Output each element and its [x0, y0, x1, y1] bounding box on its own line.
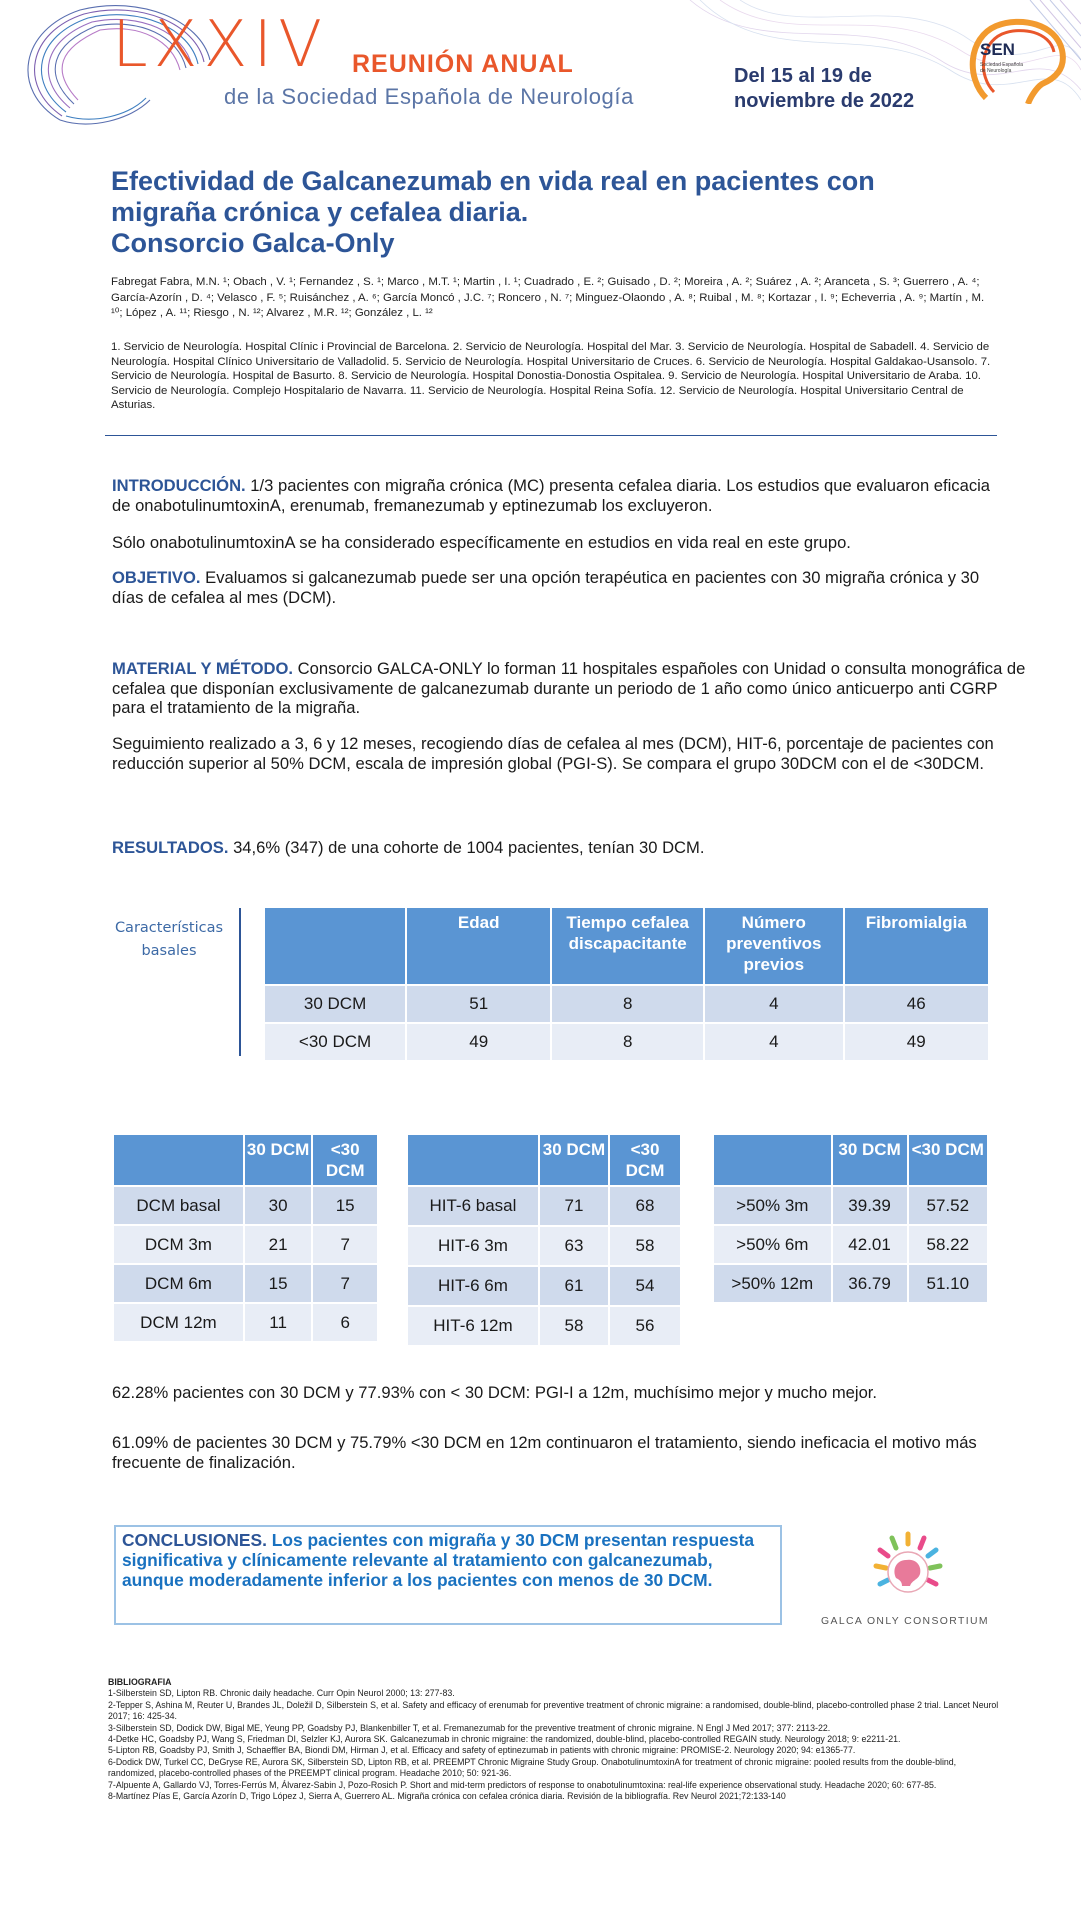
hit6-cell: 58 — [539, 1306, 609, 1346]
bibliography — [108, 1677, 1000, 1802]
dcm-cell: 21 — [244, 1225, 312, 1264]
dcm-header-blank — [113, 1134, 244, 1186]
baseline-cell: 8 — [551, 985, 704, 1023]
baseline-cell: 4 — [704, 985, 843, 1023]
response-cell: 57.52 — [908, 1186, 988, 1225]
objective-text: Evaluamos si galcanezumab puede ser una opción terapéutica en pacientes con 30 migraña crónica y 30 días de cefalea al mes (DCM). — [112, 568, 980, 607]
reference-item: 2-Tepper S, Ashina M, Reuter U, Brandes JL, Doležil D, Silberstein S, et al. Safety and efficacy of erenumab for preventive treatment of chronic migraine: a randomised, double-blind, placebo-controlled phase 2 trial. Lancet Neurol 2017; 16: 425-34. — [108, 1699, 999, 1722]
hit6-row-label: HIT-6 6m — [407, 1266, 539, 1306]
baseline-group: <30 DCM — [264, 1023, 406, 1061]
reference-item: 3-Silberstein SD, Dodick DW, Bigal ME, Yeung PP, Goadsby PJ, Blankenbiller T, et al. Fremanezumab for the preventive treatment of chronic migraine. N Engl J Med 2017; 377: 2113-22. — [108, 1722, 831, 1733]
dcm-row-label: DCM 3m — [113, 1225, 244, 1264]
table-row — [113, 1186, 378, 1225]
table-row — [407, 1186, 681, 1226]
dcm-header-30: 30 DCM — [244, 1134, 312, 1186]
baseline-header-fibromialgia: Fibromialgia — [844, 907, 989, 985]
response-cell: 42.01 — [832, 1225, 908, 1264]
table-row — [713, 1186, 988, 1225]
reference-item: 4-Detke HC, Goadsby PJ, Wang S, Friedman DI, Selzler KJ, Aurora SK. Galcanezumab in chronic migraine: the randomized, double-blind, placebo-controlled REGAIN study. Neurology 2018; 9: e2211-21. — [108, 1734, 901, 1745]
dcm-cell: 15 — [312, 1186, 378, 1225]
hit6-header-blank — [407, 1134, 539, 1186]
table-row — [113, 1225, 378, 1264]
introduction-paragraph-2: Sólo onabotulinumtoxinA se ha considerado específicamente en estudios en vida real en este grupo. — [112, 533, 851, 552]
hit6-row-label: HIT-6 basal — [407, 1186, 539, 1226]
baseline-caption-line1: Características — [114, 920, 224, 936]
method-paragraph-2: Seguimiento realizado a 3, 6 y 12 meses, recogiendo días de cefalea al mes (DCM), HIT-6, porcentaje de pacientes con reducción superior al 50% DCM, escala de impresión global (PGI-S). Se compara el grupo 30DCM con el de <30DCM. — [112, 734, 994, 773]
hit6-header-lt30: <30 DCM — [609, 1134, 681, 1186]
baseline-cell: 49 — [406, 1023, 551, 1061]
edition-number: LXXIV — [112, 8, 328, 82]
author-list: Fabregat Fabra, M.N. ¹; Obach , V. ¹; Fernandez , S. ¹; Marco , M.T. ¹; Martin , I. ¹; Cuadrado , E. ²; Guisado , D. ²; Moreira , A. ²; Suárez , A. ²; Aranceta , S. ³; Guerrero , A. ⁴; García-Azorín , D. ⁴; Velasco , F. ⁵; Ruisánchez , A. ⁶; García Moncó , J.C. ⁷; Roncero , N. ⁷; Minguez-Olaondo , A. ⁸; Ruibal , M. ⁸; Kortazar , I. ⁹; Echeverria , A. ⁹; Martín , M. ¹⁰; López , A. ¹¹; Riesgo , N. ¹²; Alvarez , M.R. ¹²; González , L. ¹² — [111, 276, 985, 319]
method-label: MATERIAL Y MÉTODO. — [112, 659, 294, 678]
conclusions-paragraph — [122, 1530, 772, 1590]
results-label: RESULTADOS. — [112, 838, 229, 857]
baseline-cell: 49 — [844, 1023, 989, 1061]
table-row — [713, 1264, 988, 1303]
baseline-caption — [104, 917, 234, 963]
response-cell: 39.39 — [832, 1186, 908, 1225]
baseline-caption-rule — [239, 908, 241, 1056]
reference-item: 8-Martínez Pías E, García Azorín D, Trigo López J, Sierra A, Guerrero AL. Migraña crónica con cefalea crónica diaria. Revisión de la bibliografía. Rev Neurol 2021;72:133-140 — [108, 1791, 786, 1802]
table-row — [264, 1023, 989, 1061]
table-row — [407, 1266, 681, 1306]
response-header-lt30: <30 DCM — [908, 1134, 988, 1186]
congress-header — [0, 0, 1081, 140]
table-row — [407, 1306, 681, 1346]
section-divider — [105, 435, 997, 436]
hit6-header-30: 30 DCM — [539, 1134, 609, 1186]
baseline-cell: 8 — [551, 1023, 704, 1061]
sen-logo-subtext: Sociedad Española de Neurología — [980, 62, 1024, 74]
hit6-table — [406, 1133, 682, 1347]
bibliography-heading: BIBLIOGRAFIA — [108, 1677, 172, 1687]
introduction-label: INTRODUCCIÓN. — [112, 476, 246, 495]
affiliations: 1. Servicio de Neurología. Hospital Clínic i Provincial de Barcelona. 2. Servicio de Neurología. Hospital del Mar. 3. Servicio de Neurología. Hospital de Sabadell. 4. Servicio de Neurología. Hospital Clínico Universitario de Valladolid. 5. Servicio de Neurología. Hospital Universitario de Cruces. 6. Servicio de Neurología. Hospital Galdakao-Usansolo. 7. Servicio de Neurología. Hospital de Basurto. 8. Servicio de Neurología. Hospital Donostia-Donostia Ospitalea. 9. Servicio de Neurología. Hospital Universitario de Araba. 10. Servicio de Neurología. Complejo Hospitalario de Navarra. 11. Servicio de Neurología. Hospital Reina Sofía. 12. Servicio de Neurología. Hospital Universitario Central de Asturias. — [111, 341, 991, 412]
response-row-label: >50% 12m — [713, 1264, 832, 1303]
reference-item: 6-Dodick DW, Turkel CC, DeGryse RE, Aurora SK, Silberstein SD, Lipton RB, et al. PREEMPT Chronic Migraine Study Group. OnabotulinumtoxinA for treatment of chronic migraine: pooled results from the double-blind, randomized, placebo-controlled phases of the PREEMPT clinical program. Headache 2010; 50: 921-36. — [108, 1756, 957, 1779]
dcm-cell: 7 — [312, 1264, 378, 1303]
finding-pgi: 62.28% pacientes con 30 DCM y 77.93% con < 30 DCM: PGI-I a 12m, muchísimo mejor y mucho mejor. — [112, 1383, 878, 1402]
dcm-cell: 15 — [244, 1264, 312, 1303]
dates-line1: Del 15 al 19 de — [734, 65, 872, 87]
sen-logo-icon — [966, 18, 1074, 104]
hit6-cell: 71 — [539, 1186, 609, 1226]
hit6-cell: 56 — [609, 1306, 681, 1346]
baseline-caption-line2: basales — [141, 943, 197, 959]
response-cell: 51.10 — [908, 1264, 988, 1303]
reference-item: 7-Alpuente A, Gallardo VJ, Torres-Ferrús M, Álvarez-Sabin J, Pozo-Rosich P. Short and mid-term predictors of response to onabotulinumtoxina: real-life experience observational study. Headache 2020; 60: 677-85. — [108, 1779, 937, 1790]
baseline-header-preventivos: Número preventivos previos — [704, 907, 843, 985]
table-row — [113, 1303, 378, 1342]
dcm-cell: 11 — [244, 1303, 312, 1342]
title-line1: Efectividad de Galcanezumab en vida real en pacientes con — [111, 166, 875, 196]
baseline-header-tiempo: Tiempo cefalea discapacitante — [551, 907, 704, 985]
hit6-cell: 58 — [609, 1226, 681, 1266]
society-name: de la Sociedad Española de Neurología — [224, 84, 634, 109]
table-row — [264, 985, 989, 1023]
dates-line2: noviembre de 2022 — [734, 90, 915, 112]
response-table — [712, 1133, 989, 1304]
reference-item: 1-Silberstein SD, Lipton RB. Chronic daily headache. Curr Opin Neurol 2000; 13: 277-83. — [108, 1688, 455, 1699]
poster-title — [111, 166, 1011, 259]
galca-brain-logo-icon — [858, 1530, 958, 1610]
baseline-cell: 51 — [406, 985, 551, 1023]
baseline-cell: 4 — [704, 1023, 843, 1061]
hit6-cell: 68 — [609, 1186, 681, 1226]
method-paragraph — [112, 659, 1027, 718]
objective-label: OBJETIVO. — [112, 568, 201, 587]
hit6-row-label: HIT-6 3m — [407, 1226, 539, 1266]
hit6-cell: 54 — [609, 1266, 681, 1306]
introduction-paragraph — [112, 476, 1012, 515]
table-row — [713, 1225, 988, 1264]
hit6-cell: 63 — [539, 1226, 609, 1266]
results-text: 34,6% (347) de una cohorte de 1004 pacientes, tenían 30 DCM. — [228, 838, 705, 857]
response-row-label: >50% 6m — [713, 1225, 832, 1264]
hit6-row-label: HIT-6 12m — [407, 1306, 539, 1346]
dcm-cell: 30 — [244, 1186, 312, 1225]
response-row-label: >50% 3m — [713, 1186, 832, 1225]
dcm-row-label: DCM 6m — [113, 1264, 244, 1303]
sen-logo-text: SEN — [980, 40, 1015, 59]
results-paragraph — [112, 838, 1012, 858]
title-line3: Consorcio Galca-Only — [111, 228, 395, 258]
dcm-row-label: DCM 12m — [113, 1303, 244, 1342]
objective-paragraph — [112, 568, 1012, 607]
response-header-30: 30 DCM — [832, 1134, 908, 1186]
dcm-row-label: DCM basal — [113, 1186, 244, 1225]
baseline-table — [263, 906, 990, 1062]
conclusions-text: Los pacientes con migraña y 30 DCM presentan respuesta significativa y clínicamente relevante al tratamiento con galcanezumab, aunque moderadamente inferior a los pacientes con menos de 30 DCM. — [122, 1530, 755, 1590]
baseline-header-edad: Edad — [406, 907, 551, 985]
method-text: Consorcio GALCA-ONLY lo forman 11 hospitales españoles con Unidad o consulta monográfica de cefalea que disponían exclusivamente de galcanezumab durante un periodo de 1 año como único anticuerpo anti CGRP para el tratamiento de la migraña. — [112, 659, 1026, 717]
response-header-blank — [713, 1134, 832, 1186]
title-line2: migraña crónica y cefalea diaria. — [111, 197, 529, 227]
event-dates — [734, 64, 914, 114]
baseline-group: 30 DCM — [264, 985, 406, 1023]
hit6-cell: 61 — [539, 1266, 609, 1306]
dcm-cell: 6 — [312, 1303, 378, 1342]
table-row — [113, 1264, 378, 1303]
baseline-cell: 46 — [844, 985, 989, 1023]
response-cell: 36.79 — [832, 1264, 908, 1303]
consortium-name: GALCA ONLY CONSORTIUM — [821, 1616, 989, 1627]
response-cell: 58.22 — [908, 1225, 988, 1264]
conclusions-label: CONCLUSIONES. — [122, 1530, 267, 1550]
table-row — [407, 1226, 681, 1266]
baseline-header-blank — [264, 907, 406, 985]
dcm-header-lt30: <30 DCM — [312, 1134, 378, 1186]
finding-continuation: 61.09% de pacientes 30 DCM y 75.79% <30 DCM en 12m continuaron el tratamiento, siendo ineficacia el motivo más frecuente de finalización. — [112, 1433, 977, 1472]
reference-item: 5-Lipton RB, Goadsby PJ, Smith J, Schaeffler BA, Biondi DM, Hirman J, et al. Efficacy and safety of eptinezumab in patients with chronic migraine: PROMISE-2. Neurology 2020; 94: e1365-77. — [108, 1745, 856, 1756]
dcm-table — [112, 1133, 379, 1343]
reunion-anual-label: REUNIÓN ANUAL — [352, 50, 574, 78]
introduction-text: 1/3 pacientes con migraña crónica (MC) presenta cefalea diaria. Los estudios que evaluaron eficacia de onabotulinumtoxinA, erenumab, fremanezumab y eptinezumab los excluyeron. — [112, 476, 991, 515]
dcm-cell: 7 — [312, 1225, 378, 1264]
